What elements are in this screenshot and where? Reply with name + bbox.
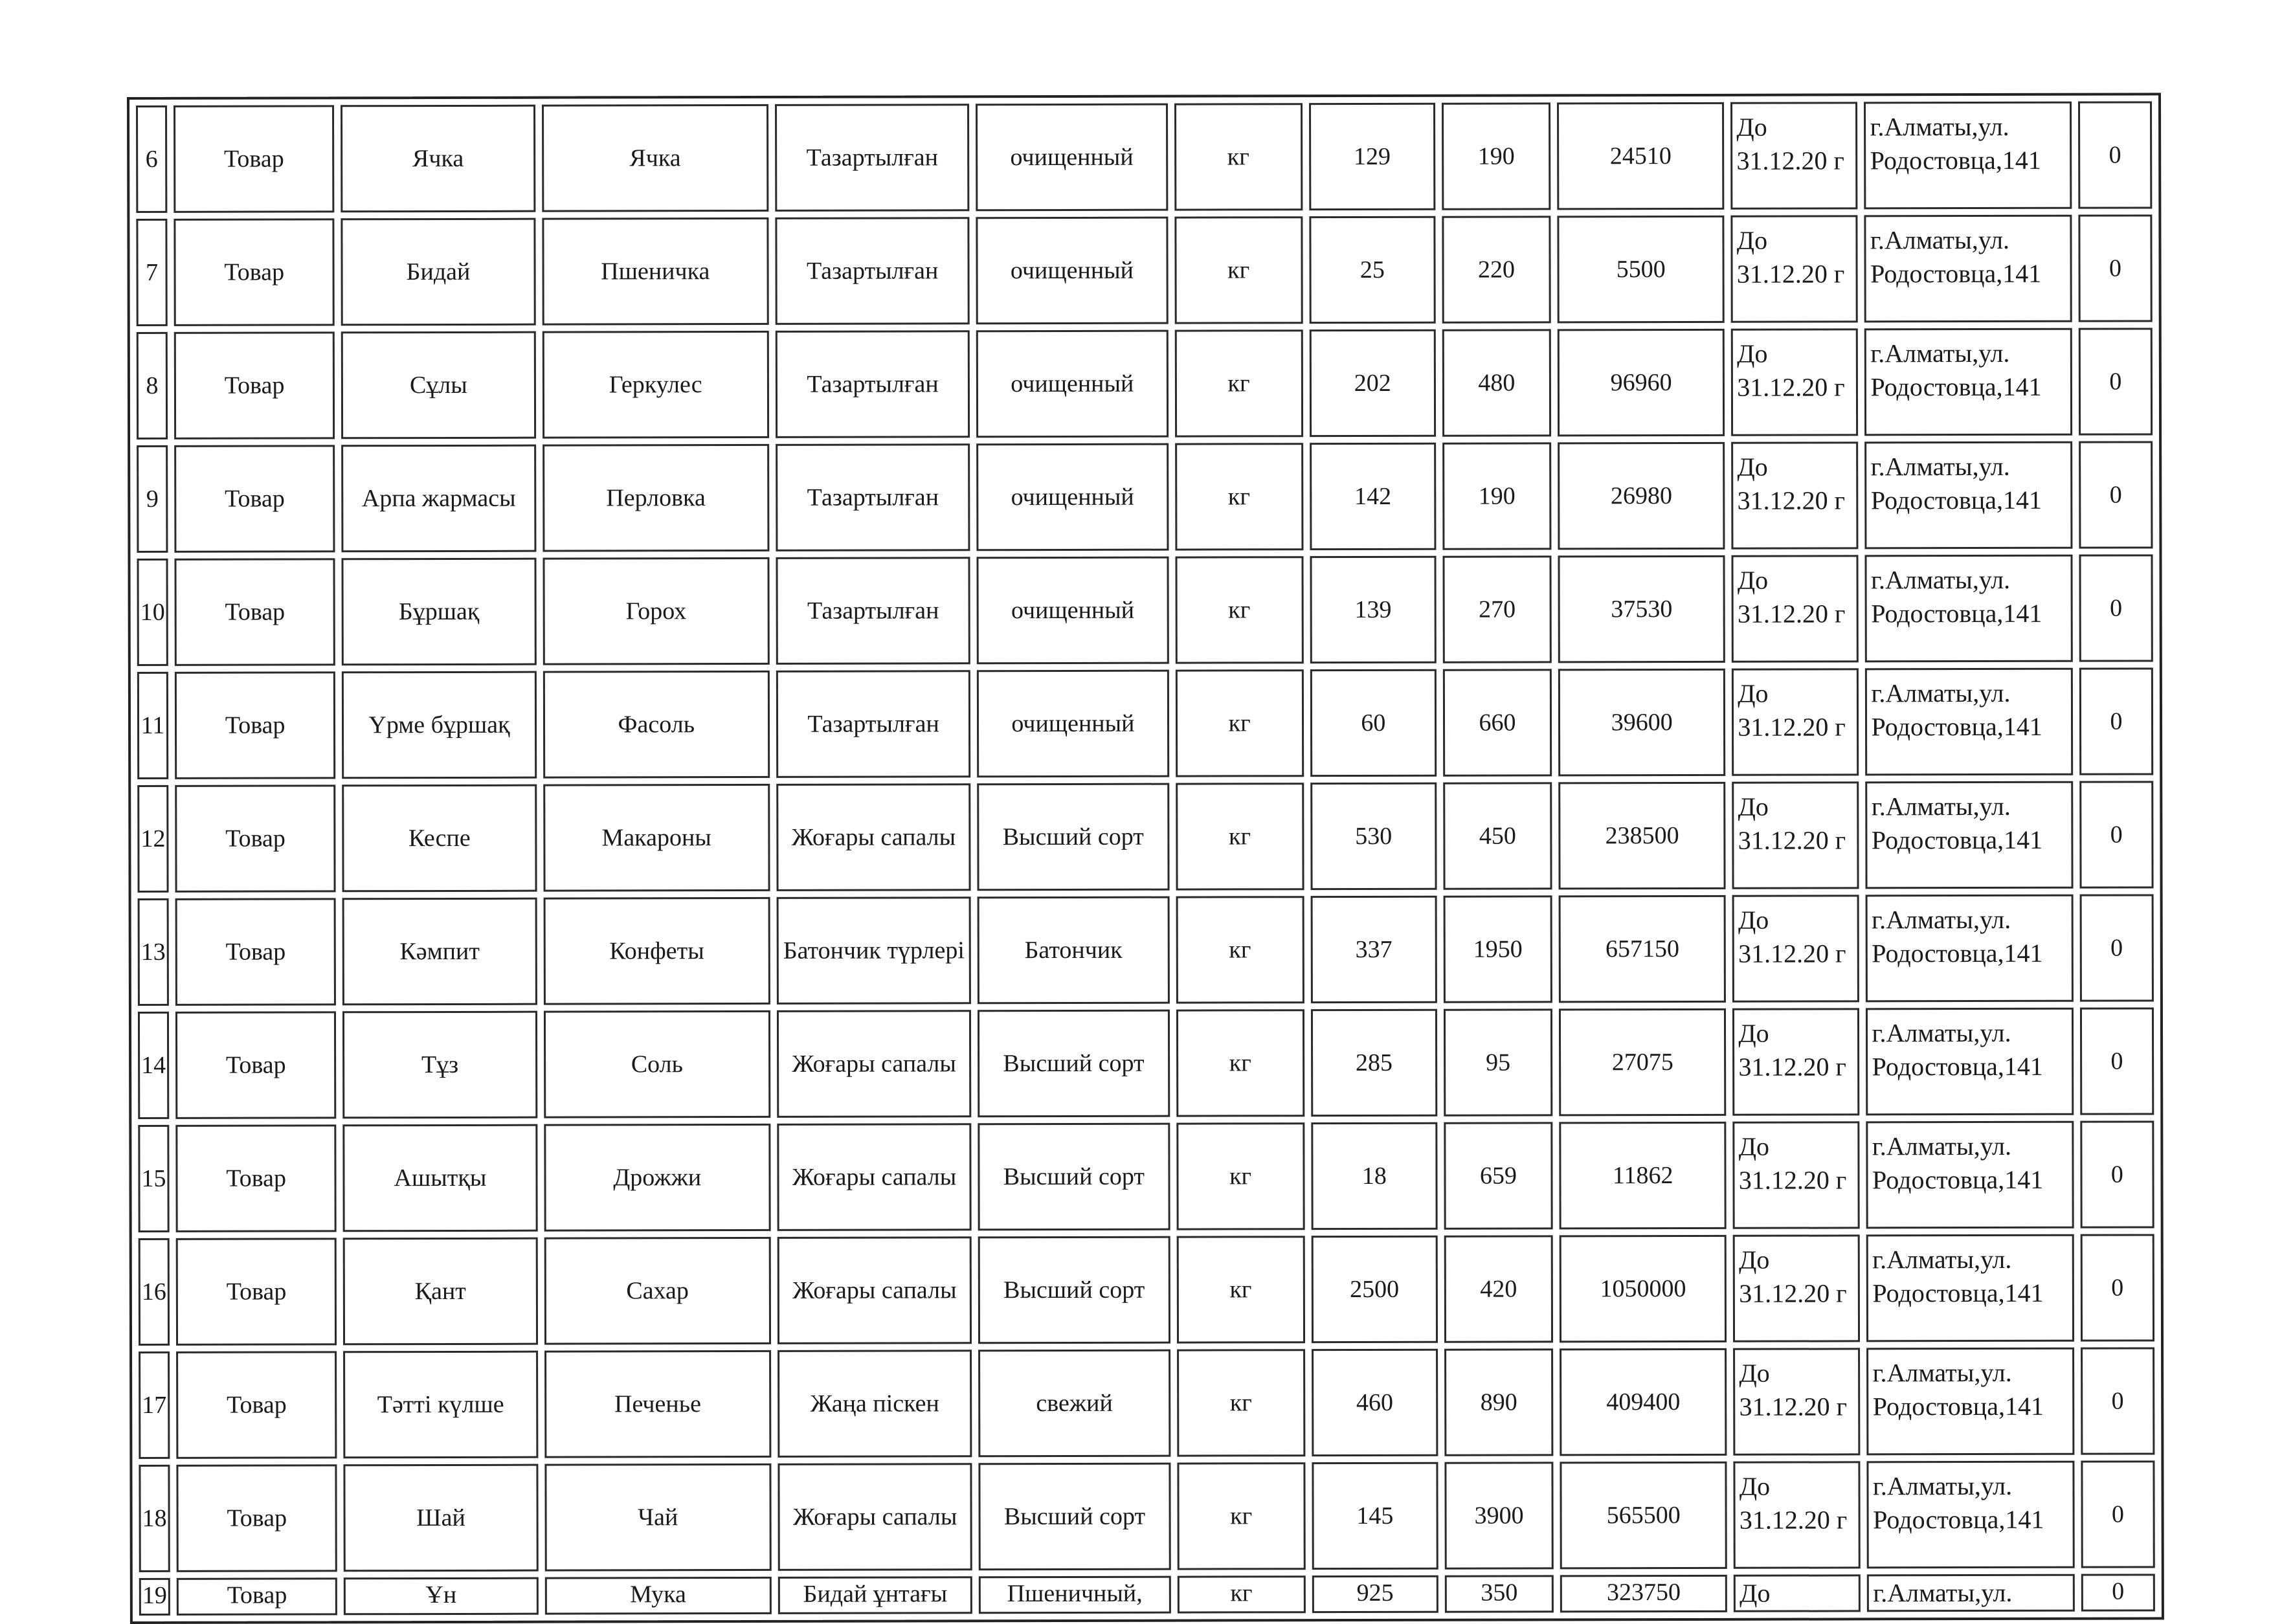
cell-quantity: 129 <box>1309 103 1436 210</box>
cell-delivery-date: До 31.12.20 г <box>1731 328 1859 436</box>
cell-number: 7 <box>136 219 167 326</box>
cell-quantity: 18 <box>1311 1122 1438 1230</box>
cell-quantity: 145 <box>1312 1462 1438 1570</box>
cell-type: Товар <box>175 1011 337 1119</box>
cell-sum: 27075 <box>1559 1008 1727 1117</box>
cell-name-ru: Соль <box>544 1010 771 1118</box>
cell-unit: кг <box>1174 216 1303 324</box>
cell-advance: 0 <box>2081 1460 2155 1568</box>
cell-type: Товар <box>173 218 335 326</box>
table-row <box>138 1120 2154 1232</box>
cell-type: Товар <box>176 1238 337 1346</box>
cell-type: Товар <box>175 898 337 1006</box>
cell-type: Товар <box>175 1124 337 1232</box>
cell-advance: 0 <box>2079 328 2153 435</box>
cell-number: 9 <box>137 445 168 553</box>
cell-quantity: 285 <box>1311 1009 1438 1117</box>
cell-delivery-address: г.Алматы,ул. Родостовца,141 <box>1865 668 2073 776</box>
cell-unit: кг <box>1176 1122 1305 1230</box>
cell-quantity: 139 <box>1310 556 1437 663</box>
cell-delivery-date: До 31.12.20 г <box>1733 1348 1861 1455</box>
cell-delivery-address: г.Алматы,ул. Родостовца,141 <box>1865 555 2073 663</box>
cell-sum: 24510 <box>1557 102 1725 210</box>
cell-delivery-address: г.Алматы,ул. Родостовца,141 <box>1866 1234 2074 1342</box>
cell-name-kz: Сұлы <box>341 331 536 439</box>
cell-unit: кг <box>1175 556 1304 663</box>
cell-name-kz: Кеспе <box>342 784 537 893</box>
cell-delivery-date: До 31.12.20 г <box>1734 1461 1861 1568</box>
cell-quality-ru: очищенный <box>977 670 1169 778</box>
cell-name-ru: Пшеничка <box>542 217 769 326</box>
cell-sum: 565500 <box>1560 1462 1727 1570</box>
cell-advance: 0 <box>2079 554 2153 662</box>
cell-unit: кг <box>1176 896 1304 1003</box>
cell-quantity: 202 <box>1309 329 1436 437</box>
cell-quality-ru: Высший сорт <box>978 1236 1170 1344</box>
cell-quantity: 60 <box>1310 669 1437 777</box>
cell-quality-kz: Бидай ұнтағы <box>778 1576 972 1614</box>
cell-name-ru: Ячка <box>542 104 769 212</box>
cell-price: 270 <box>1442 555 1552 663</box>
cell-name-kz: Тұз <box>342 1011 537 1119</box>
cell-quality-kz: Тазартылған <box>775 104 970 212</box>
cell-quantity: 2500 <box>1311 1236 1438 1343</box>
cell-quality-kz: Жаңа піскен <box>778 1350 972 1458</box>
cell-advance: 0 <box>2081 1574 2155 1611</box>
cell-delivery-address: г.Алматы,ул. <box>1867 1574 2074 1612</box>
cell-price: 220 <box>1442 216 1551 323</box>
cell-delivery-address: г.Алматы,ул. Родостовца,141 <box>1866 895 2074 1003</box>
cell-price: 3900 <box>1444 1462 1554 1569</box>
cell-name-kz: Ұн <box>344 1577 538 1616</box>
cell-type: Товар <box>176 1351 337 1459</box>
cell-unit: кг <box>1177 1349 1306 1456</box>
cell-number: 6 <box>136 106 167 213</box>
cell-quantity: 530 <box>1310 783 1437 890</box>
cell-number: 14 <box>138 1012 169 1119</box>
cell-quality-ru: Высший сорт <box>978 1123 1170 1231</box>
table-row <box>137 667 2153 779</box>
cell-number: 11 <box>137 672 168 779</box>
cell-number: 18 <box>139 1465 170 1572</box>
cell-quality-kz: Жоғары сапалы <box>778 1236 972 1344</box>
cell-quality-kz: Жоғары сапалы <box>776 783 971 891</box>
cell-type: Товар <box>175 558 336 666</box>
cell-type: Товар <box>176 1464 337 1572</box>
cell-unit: кг <box>1177 1575 1305 1613</box>
cell-quantity: 142 <box>1310 443 1437 550</box>
goods-table <box>127 93 2164 1624</box>
cell-price: 450 <box>1443 782 1552 889</box>
cell-delivery-address: г.Алматы,ул. Родостовца,141 <box>1864 328 2072 436</box>
cell-name-kz: Шай <box>344 1464 539 1572</box>
cell-sum: 11862 <box>1559 1122 1727 1230</box>
cell-name-ru: Чай <box>544 1463 772 1572</box>
cell-name-kz: Бұршақ <box>342 558 537 666</box>
cell-quantity: 25 <box>1309 216 1436 324</box>
cell-sum: 1050000 <box>1560 1235 1727 1343</box>
cell-type: Товар <box>174 445 335 553</box>
cell-sum: 96960 <box>1558 329 1725 437</box>
cell-number: 17 <box>139 1351 170 1459</box>
table-row <box>138 1007 2154 1119</box>
cell-delivery-address: г.Алматы,ул. Родостовца,141 <box>1864 215 2072 323</box>
cell-quality-ru: Высший сорт <box>979 1463 1171 1571</box>
table-row <box>139 1347 2154 1459</box>
cell-name-kz: Үрме бұршақ <box>342 671 537 779</box>
cell-price: 890 <box>1444 1348 1554 1456</box>
cell-quantity: 460 <box>1312 1349 1438 1456</box>
cell-type: Товар <box>174 331 335 439</box>
cell-unit: кг <box>1174 103 1303 210</box>
cell-sum: 26980 <box>1558 442 1725 550</box>
cell-delivery-date: До 31.12.20 г <box>1732 668 1859 775</box>
table-row <box>136 214 2152 326</box>
cell-name-kz: Бидай <box>341 218 536 326</box>
cell-delivery-address: г.Алматы,ул. Родостовца,141 <box>1867 1461 2075 1569</box>
cell-sum: 323750 <box>1560 1575 1727 1613</box>
cell-number: 13 <box>138 898 169 1006</box>
cell-name-ru: Печенье <box>544 1350 772 1458</box>
cell-price: 480 <box>1442 329 1552 436</box>
table-row <box>138 894 2154 1006</box>
cell-quality-kz: Тазартылған <box>776 670 971 778</box>
cell-price: 190 <box>1442 442 1552 550</box>
table-row <box>139 1234 2154 1346</box>
cell-number: 8 <box>137 332 168 439</box>
cell-name-ru: Макароны <box>543 784 770 892</box>
cell-quality-ru: очищенный <box>976 330 1169 438</box>
cell-price: 420 <box>1444 1235 1554 1342</box>
cell-price: 659 <box>1444 1122 1553 1229</box>
cell-delivery-date: До 31.12.20 г <box>1730 102 1858 209</box>
cell-type: Товар <box>173 105 335 213</box>
table-row <box>137 441 2153 553</box>
table-row <box>137 554 2153 666</box>
cell-name-kz: Арпа жармасы <box>341 445 536 553</box>
cell-delivery-date: До 31.12.20 г <box>1732 555 1859 662</box>
cell-quality-kz: Жоғары сапалы <box>777 1010 972 1118</box>
cell-delivery-date: До 31.12.20 г <box>1732 781 1860 889</box>
cell-delivery-date: До 31.12.20 г <box>1733 1234 1861 1342</box>
cell-quality-ru: свежий <box>978 1350 1170 1458</box>
cell-price: 350 <box>1445 1575 1554 1612</box>
cell-number: 16 <box>139 1238 170 1346</box>
cell-quality-kz: Тазартылған <box>776 557 970 665</box>
cell-name-kz: Кәмпит <box>342 898 537 1006</box>
cell-delivery-date: До 31.12.20 г <box>1732 1008 1860 1115</box>
cell-quality-ru: очищенный <box>976 104 1168 212</box>
cell-quality-ru: очищенный <box>976 217 1169 325</box>
cell-delivery-address: г.Алматы,ул. Родостовца,141 <box>1866 781 2074 889</box>
cell-price: 190 <box>1442 102 1551 210</box>
cell-quality-ru: Пшеничный, <box>979 1576 1170 1614</box>
cell-number: 15 <box>138 1125 169 1232</box>
cell-quality-ru: Высший сорт <box>977 783 1169 891</box>
cell-unit: кг <box>1177 1462 1306 1570</box>
cell-name-ru: Конфеты <box>543 897 770 1005</box>
cell-quality-kz: Тазартылған <box>775 217 970 325</box>
table-row <box>139 1460 2154 1572</box>
cell-quality-kz: Жоғары сапалы <box>778 1463 972 1571</box>
cell-sum: 37530 <box>1558 555 1726 663</box>
cell-delivery-address: г.Алматы,ул. Родостовца,141 <box>1864 102 2072 210</box>
cell-quality-ru: Высший сорт <box>978 1010 1170 1118</box>
cell-advance: 0 <box>2079 894 2154 1001</box>
cell-quality-kz: Тазартылған <box>776 330 970 438</box>
cell-advance: 0 <box>2081 1347 2155 1454</box>
cell-advance: 0 <box>2079 441 2153 548</box>
cell-name-ru: Фасоль <box>543 671 770 779</box>
cell-price: 660 <box>1443 669 1552 776</box>
cell-sum: 409400 <box>1560 1348 1727 1456</box>
cell-delivery-address: г.Алматы,ул. Родостовца,141 <box>1867 1348 2075 1456</box>
cell-number: 19 <box>139 1578 170 1616</box>
cell-name-ru: Мука <box>544 1577 771 1615</box>
cell-name-ru: Дрожжи <box>544 1124 771 1232</box>
cell-delivery-address: г.Алматы,ул. Родостовца,141 <box>1866 1008 2074 1116</box>
cell-name-ru: Горох <box>543 557 770 665</box>
cell-name-ru: Геркулес <box>542 331 769 439</box>
cell-delivery-address: г.Алматы,ул. Родостовца,141 <box>1866 1121 2074 1229</box>
cell-delivery-date: До 31.12.20 г <box>1733 1121 1861 1229</box>
cell-unit: кг <box>1176 1236 1305 1343</box>
cell-number: 12 <box>137 785 168 893</box>
cell-name-kz: Тәтті күлше <box>343 1351 538 1459</box>
cell-advance: 0 <box>2079 667 2154 775</box>
table-row <box>139 1574 2155 1616</box>
cell-quantity: 925 <box>1312 1575 1438 1613</box>
cell-delivery-date: До 31.12.20 г <box>1731 215 1859 322</box>
cell-delivery-date: До 31.12.20 г <box>1731 441 1859 549</box>
cell-sum: 238500 <box>1558 782 1726 890</box>
cell-unit: кг <box>1176 783 1304 890</box>
table-row <box>136 101 2152 213</box>
cell-advance: 0 <box>2078 101 2153 208</box>
cell-advance: 0 <box>2078 214 2153 322</box>
cell-price: 1950 <box>1443 895 1552 1003</box>
cell-type: Товар <box>175 784 336 893</box>
cell-type: Товар <box>177 1577 337 1616</box>
cell-advance: 0 <box>2080 1234 2154 1341</box>
cell-advance: 0 <box>2080 1007 2154 1115</box>
cell-quality-ru: Батончик <box>978 896 1170 1005</box>
cell-number: 10 <box>137 559 168 666</box>
table-body <box>136 101 2155 1616</box>
cell-name-kz: Ашытқы <box>343 1124 538 1232</box>
cell-quality-kz: Батончик түрлері <box>777 896 972 1005</box>
cell-sum: 657150 <box>1559 895 1727 1003</box>
cell-quality-ru: очищенный <box>977 557 1169 665</box>
cell-type: Товар <box>175 671 336 779</box>
cell-delivery-address: г.Алматы,ул. Родостовца,141 <box>1865 441 2073 550</box>
table-row <box>137 328 2153 439</box>
cell-unit: кг <box>1174 329 1303 437</box>
cell-price: 95 <box>1444 1008 1553 1116</box>
cell-delivery-date: До 31.12.20 г <box>1732 895 1860 1002</box>
cell-quality-ru: очищенный <box>976 443 1169 551</box>
table-row <box>137 781 2153 893</box>
cell-name-ru: Перловка <box>543 444 770 552</box>
cell-name-kz: Қант <box>343 1238 538 1346</box>
cell-quantity: 337 <box>1310 896 1437 1003</box>
cell-name-kz: Ячка <box>341 105 535 213</box>
cell-advance: 0 <box>2079 781 2154 888</box>
cell-unit: кг <box>1176 1009 1304 1117</box>
cell-unit: кг <box>1175 443 1304 550</box>
cell-advance: 0 <box>2080 1120 2154 1228</box>
cell-sum: 39600 <box>1558 669 1726 777</box>
cell-name-ru: Сахар <box>544 1237 771 1345</box>
cell-quality-kz: Жоғары сапалы <box>777 1123 972 1231</box>
cell-delivery-date: До <box>1734 1574 1861 1612</box>
cell-unit: кг <box>1175 669 1304 777</box>
cell-sum: 5500 <box>1557 216 1725 324</box>
cell-quality-kz: Тазартылған <box>776 443 970 551</box>
